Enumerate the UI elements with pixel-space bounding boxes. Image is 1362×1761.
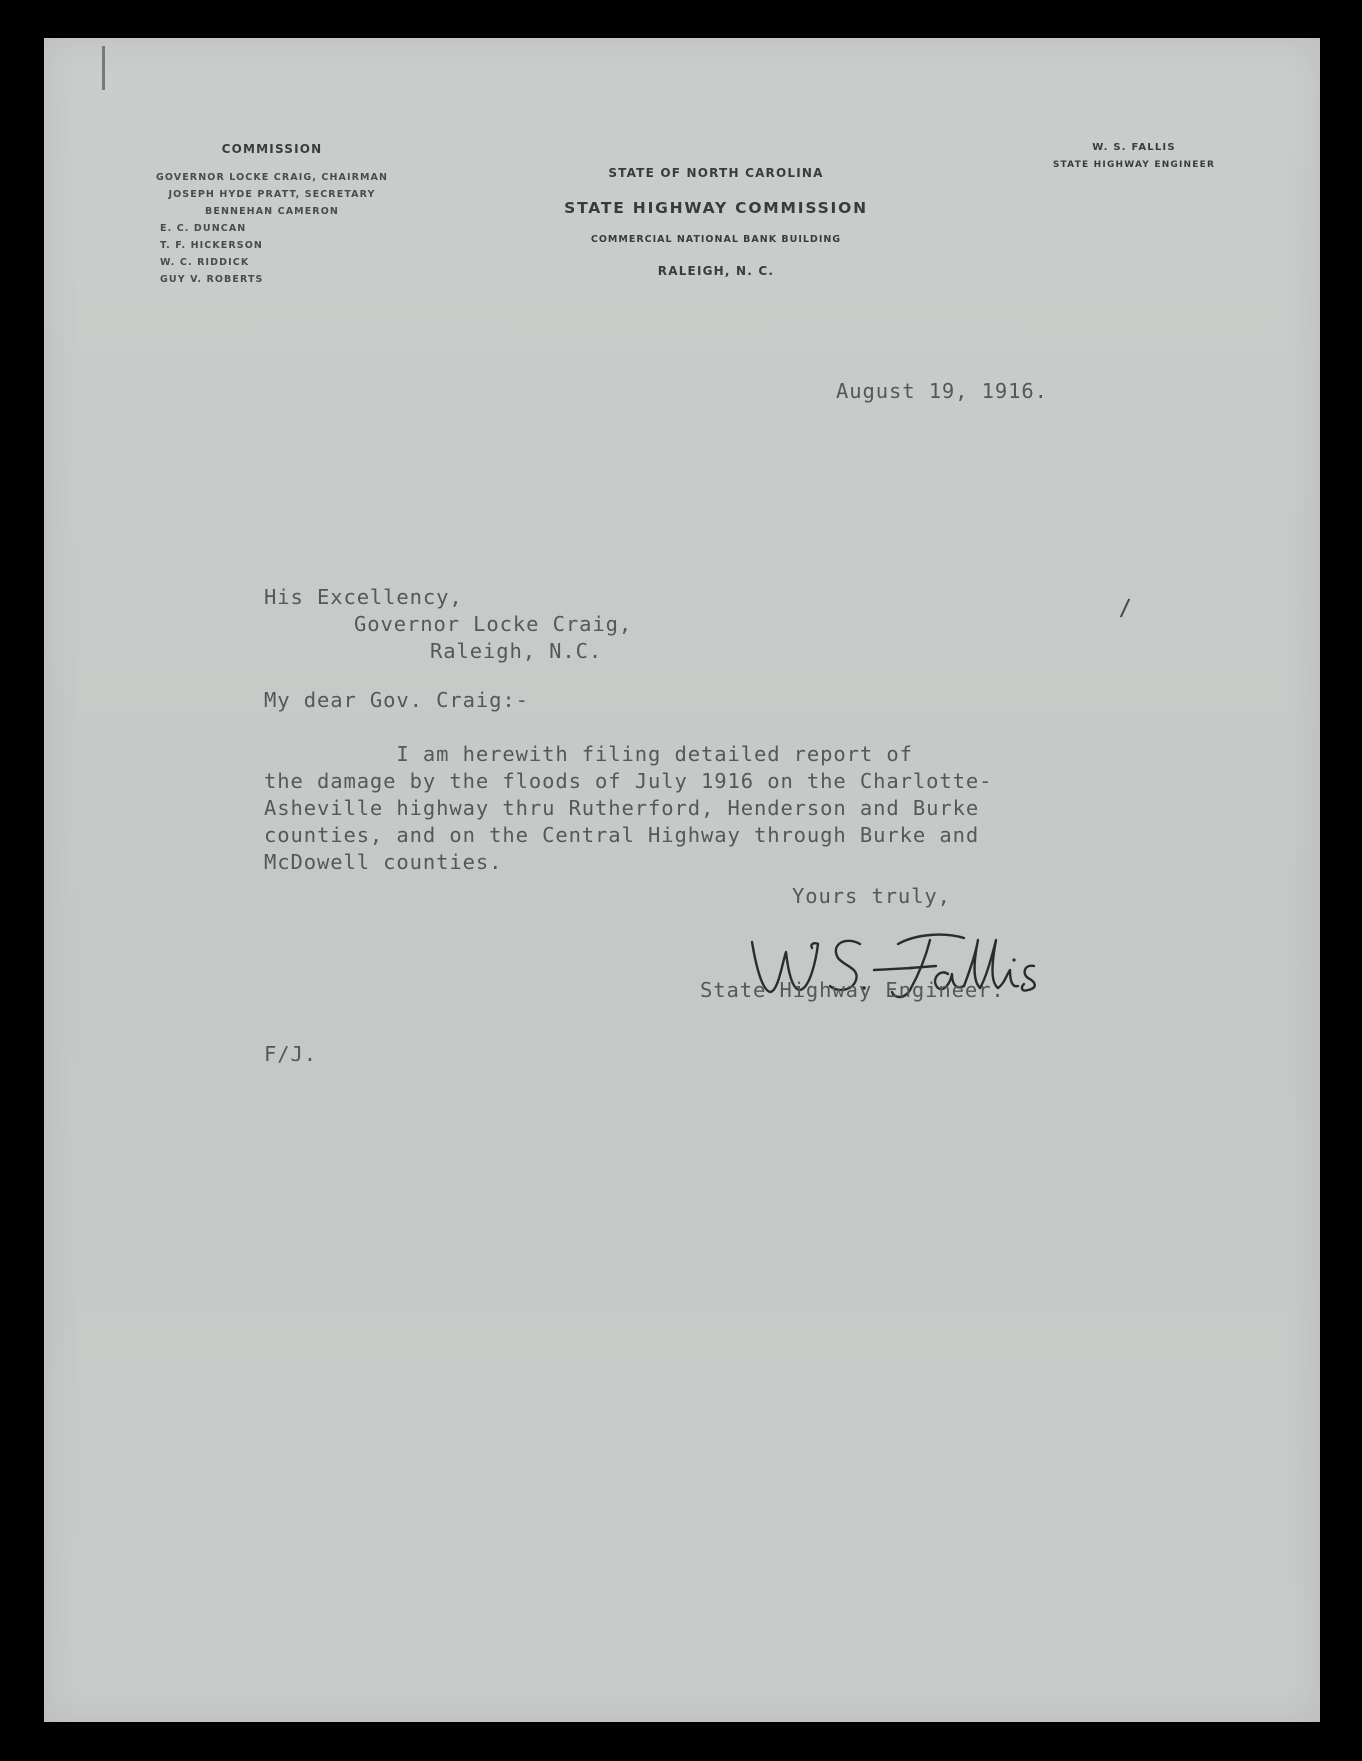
- pencil-mark: [1120, 599, 1130, 618]
- commission-member-list: [104, 169, 440, 288]
- recipient-line: Governor Locke Craig,: [354, 612, 633, 636]
- letterhead-city: RALEIGH, N. C.: [657, 264, 775, 278]
- body-line: counties, and on the Central Highway through Burke and: [264, 823, 980, 847]
- letter-body: [264, 741, 992, 876]
- typist-initials: F/J.: [264, 1042, 317, 1066]
- commission-heading: COMMISSION: [221, 142, 323, 156]
- commission-member: E. C. DUNCAN: [160, 223, 247, 234]
- commission-member: JOSEPH HYDE PRATT, SECRETARY: [168, 189, 376, 200]
- recipient-line: His Excellency,: [264, 585, 463, 609]
- signature-title: State Highway Engineer.: [700, 978, 1005, 1002]
- letterhead-engineer-title: STATE HIGHWAY ENGINEER: [1052, 160, 1216, 170]
- salutation: My dear Gov. Craig:-: [264, 688, 529, 712]
- body-line: I am herewith filing detailed report of: [264, 742, 913, 766]
- recipient-line: Raleigh, N.C.: [430, 639, 603, 663]
- letter-page: [44, 38, 1320, 1722]
- commission-member: W. C. RIDDICK: [160, 257, 250, 268]
- staple-mark: [102, 46, 105, 90]
- letterhead-state: STATE OF NORTH CAROLINA: [608, 166, 824, 180]
- letterhead-engineer-name: W. S. FALLIS: [1092, 142, 1176, 153]
- body-line: the damage by the floods of July 1916 on the Charlotte-: [264, 769, 993, 793]
- letterhead-building: COMMERCIAL NATIONAL BANK BUILDING: [590, 234, 842, 245]
- commission-member: GOVERNOR LOCKE CRAIG, CHAIRMAN: [155, 172, 389, 183]
- letter-date: August 19, 1916.: [836, 379, 1048, 403]
- commission-member: BENNEHAN CAMERON: [205, 206, 339, 217]
- commission-member: T. F. HICKERSON: [160, 240, 263, 251]
- body-line: Asheville highway thru Rutherford, Henderson and Burke: [264, 796, 980, 820]
- closing: Yours truly,: [792, 884, 951, 908]
- letterhead-agency: STATE HIGHWAY COMMISSION: [564, 199, 868, 217]
- body-line: McDowell counties.: [264, 850, 503, 874]
- commission-member: GUY V. ROBERTS: [160, 274, 264, 285]
